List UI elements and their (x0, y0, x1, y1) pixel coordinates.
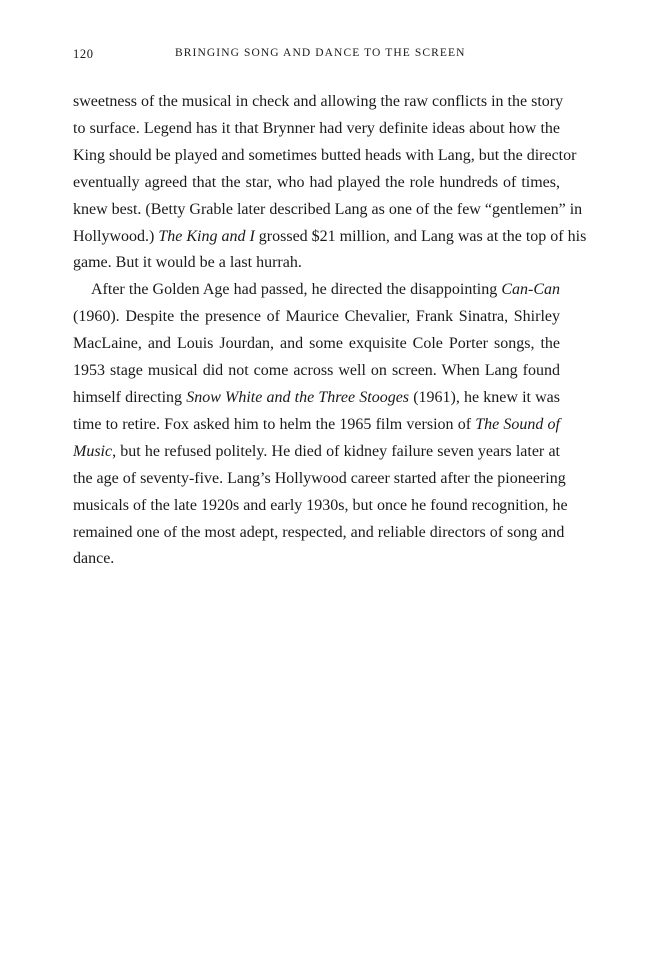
text-run: time to retire. Fox asked him to helm the 1965 film version of (73, 415, 476, 433)
text-run: himself directing (73, 388, 187, 406)
text-line: the age of seventy-five. Lang’s Hollywood career started after the pioneering (73, 469, 566, 487)
text-line (73, 385, 560, 412)
text-line (73, 277, 560, 304)
text-run: , but he refused politely. He died of kidney failure seven years later at (112, 442, 560, 460)
film-title-italic: The King and I (158, 227, 255, 245)
text-line: musicals of the late 1920s and early 1930s, but once he found recognition, he (73, 496, 568, 514)
film-title-italic: The Sound of (475, 415, 560, 433)
text-line: eventually agreed that the star, who had played the role hundreds of times, (73, 173, 560, 191)
film-title-italic: Music (73, 442, 113, 460)
text-line: knew best. (Betty Grable later described Lang as one of the few “gentlemen” in (73, 200, 583, 218)
text-line: King should be played and sometimes butted heads with Lang, but the director (73, 146, 577, 164)
text-run: grossed $21 million, and Lang was at the top of his (254, 227, 587, 245)
body-text (73, 89, 587, 573)
paragraph-2 (73, 277, 568, 573)
text-line: sweetness of the musical in check and allowing the raw conflicts in the story (73, 93, 564, 110)
text-run: Hollywood.) (73, 227, 159, 245)
text-run: (1961), he knew it was (409, 388, 561, 406)
running-title: BRINGING SONG AND DANCE TO THE SCREEN (175, 47, 466, 59)
film-title-italic: Can-Can (501, 281, 560, 299)
text-line (73, 412, 560, 439)
text-line (73, 224, 587, 251)
text-line: (1960). Despite the presence of Maurice Chevalier, Frank Sinatra, Shirley (73, 308, 560, 326)
text-line: remained one of the most adept, respected, and reliable directors of song and (73, 523, 565, 541)
text-line: MacLaine, and Louis Jourdan, and some exquisite Cole Porter songs, the (73, 335, 560, 353)
film-title-italic: Snow White and the Three Stooges (186, 388, 410, 406)
paragraph-1 (73, 89, 587, 277)
text-line: game. But it would be a last hurrah. (73, 254, 302, 272)
text-line: 1953 stage musical did not come across well on screen. When Lang found (73, 362, 560, 380)
text-line (73, 439, 560, 466)
text-line: to surface. Legend has it that Brynner had very definite ideas about how the (73, 119, 560, 137)
running-head (73, 47, 560, 65)
page-number: 120 (73, 47, 94, 61)
text-run: After the Golden Age had passed, he directed the disappointing (91, 281, 502, 299)
text-line: dance. (73, 550, 115, 568)
